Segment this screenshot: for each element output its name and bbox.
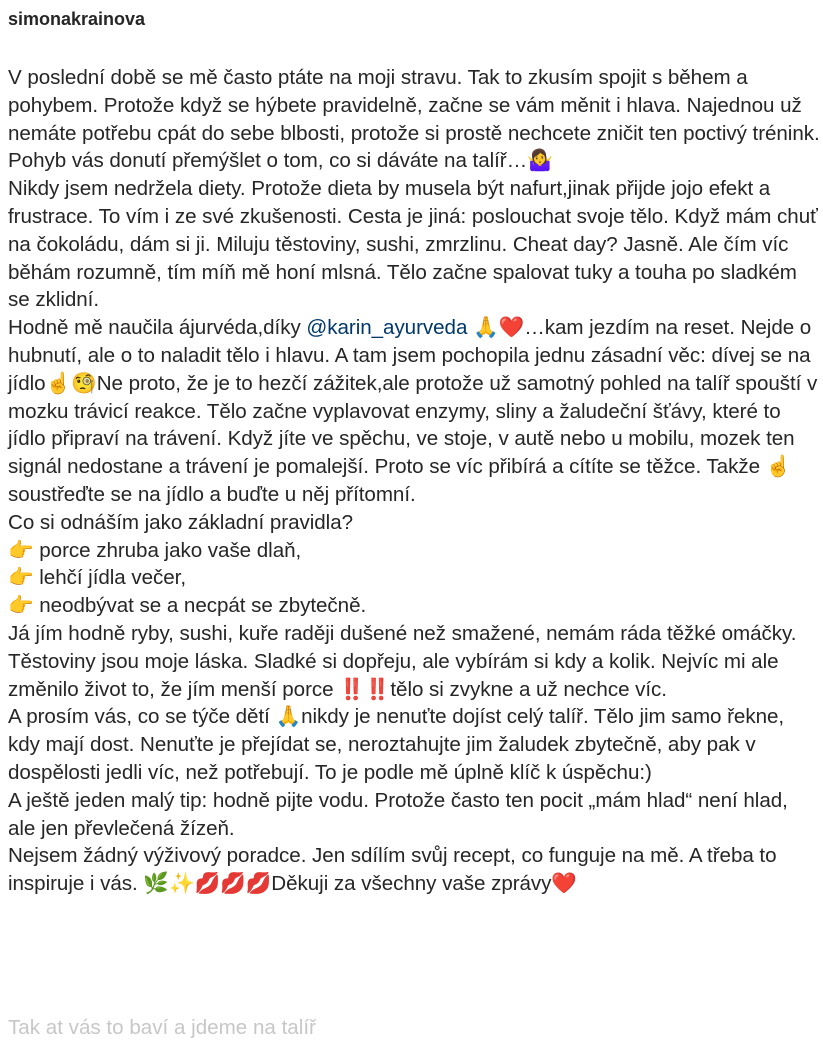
caption-rule-2: 👉 lehčí jídla večer, bbox=[8, 566, 187, 590]
post-author-username[interactable]: simonakrainova bbox=[8, 9, 146, 29]
caption-cut-off-line: Tak at vás to baví a jdeme na talíř bbox=[8, 1016, 316, 1039]
caption-paragraph-6: A ještě jeden malý tip: hodně pijte vodu. Protože často ten pocit „mám hlad“ není hlad, ale jen převlečená žízeň. bbox=[8, 788, 788, 840]
caption-paragraph-7: Nejsem žádný výživový poradce. Jen sdílím svůj recept, co funguje na mě. A třeba to inspiruje i vás. 🌿✨💋💋💋Děkuji za všechny vaše zprávy❤️ bbox=[8, 844, 777, 896]
caption-rule-1: 👉 porce zhruba jako vaše dlaň, bbox=[8, 538, 302, 562]
caption-paragraph-3 bbox=[8, 314, 820, 509]
post-caption-container bbox=[8, 0, 820, 898]
caption-paragraph-1: V poslední době se mě často ptáte na moji stravu. Tak to zkusím spojit s během a pohybem. Protože když se hýbete pravidelně, začne se vám měnit i hlava. Najednou už nemáte potřebu cpát do sebe blbosti, protože si prostě nechcete zničit ten poctivý trénink. Pohyb vás donutí přemýšlet o tom, co si dáváte na talíř…🤷‍♀️ bbox=[8, 66, 820, 173]
caption-paragraph-3-text-start: Hodně mě naučila ájurvéda,díky bbox=[8, 316, 307, 340]
caption-paragraph-3-text-end: 🙏❤️…kam jezdím na reset. Nejde o hubnutí, ale o to naladit tělo i hlavu. A tam jsem pochopila jednu zásadní věc: dívej se na jídlo☝️🧐Ne proto, že je to hezčí zážitek,ale protože už samotný pohled na talíř spouští v mozku trávicí reakce. Tělo začne vyplavovat enzymy, sliny a žaludeční šťávy, které to jídlo připraví na trávení. Když jíte ve spěchu, ve stoje, v autě nebo u mobilu, mozek ten signál nedostane a trávení je pomalejší. Proto se víc přibírá a cítíte se těžce. Takže ☝️soustřeďte se na jídlo a buďte u něj přítomní. bbox=[8, 316, 818, 506]
caption-paragraph-5: A prosím vás, co se týče dětí 🙏nikdy je nenuťte dojíst celý talíř. Tělo jim samo řekne, kdy mají dost. Nenuťte je přejídat se, neroztahujte jim žaludek zbytečně, aby pak v dospělosti jedli víc, než potřebují. To je podle mě úplně klíč k úspěchu:) bbox=[8, 705, 785, 784]
caption-rules-heading: Co si odnáším jako základní pravidla? bbox=[8, 510, 353, 534]
post-caption bbox=[8, 64, 820, 898]
caption-rule-3: 👉 neodbývat se a necpát se zbytečně. bbox=[8, 594, 367, 618]
caption-paragraph-4: Já jím hodně ryby, sushi, kuře raději dušené než smažené, nemám ráda těžké omáčky. Těstoviny jsou moje láska. Sladké si dopřeju, ale vybírám si kdy a kolik. Nejvíc mi ale změnilo život to, že jím menší porce ‼️‼️tělo si zvykne a už nechce víc. bbox=[8, 621, 797, 701]
user-mention-link[interactable]: @karin_ayurveda bbox=[306, 316, 468, 340]
caption-paragraph-2: Nikdy jsem nedržela diety. Protože dieta by musela být nafurt,jinak přijde jojo efekt a frustrace. To vím i ze své zkušenosti. Cesta je jiná: poslouchat svoje tělo. Když mám chuť na čokoládu, dám si ji. Miluju těstoviny, sushi, zmrzlinu. Cheat day? Jasně. Ale čím víc běhám rozumně, tím míň mě honí mlsná. Tělo začne spalovat tuky a touha po sladkém se zklidní. bbox=[8, 177, 818, 312]
